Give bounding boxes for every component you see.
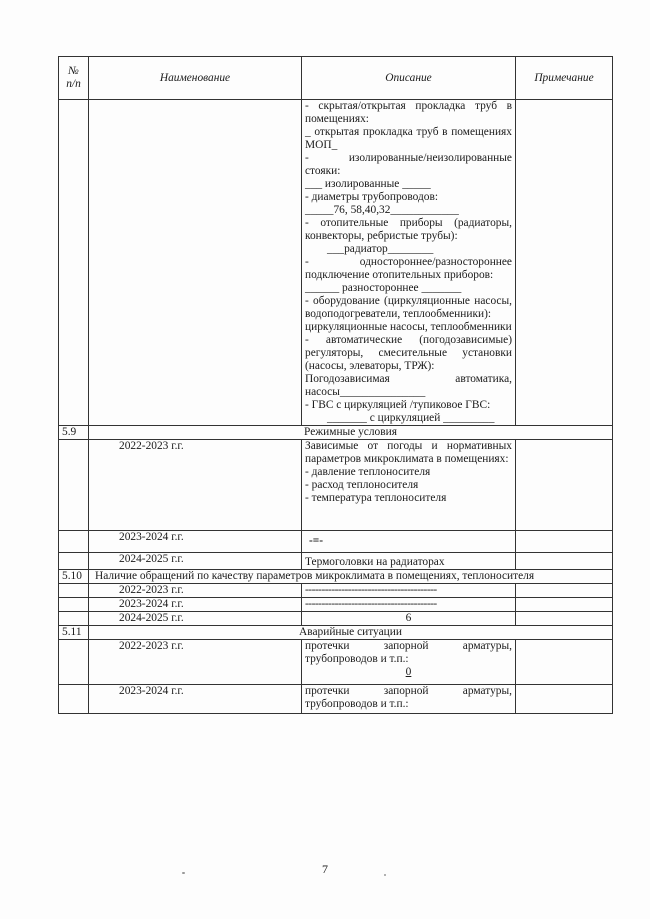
- description-line: ___ изолированные _____: [305, 178, 431, 190]
- section-number: 5.10: [59, 570, 89, 584]
- description-line: - ГВС с циркуляцией /тупиковое ГВС:: [305, 399, 491, 411]
- section-row-5-10: [59, 570, 613, 584]
- page-number: 7: [322, 862, 328, 876]
- period-label: 2024-2025 г.г.: [89, 612, 302, 626]
- header-description: Описание: [302, 57, 516, 100]
- section-number: 5.9: [59, 426, 89, 440]
- period-label: 2024-2025 г.г.: [89, 553, 302, 570]
- description-line: ______ разностороннее _______: [305, 282, 462, 294]
- table-row-continuation: [59, 100, 613, 426]
- description-line: - скрытая/открытая прокладка труб в помещениях:: [305, 100, 512, 125]
- section-title: Режимные условия: [89, 426, 613, 440]
- table-row: [59, 440, 613, 531]
- description-line: - диаметры трубопроводов:: [305, 191, 439, 203]
- period-label: 2022-2023 г.г.: [89, 584, 302, 598]
- emergency-description: протечки запорной арматуры, трубопроводов и т.п.:: [302, 685, 516, 714]
- section-title: Аварийные ситуации: [89, 626, 613, 640]
- description-line: - оборудование (циркуляционные насосы, водоподогреватели, теплообменники):: [305, 295, 512, 320]
- description-line: - автоматические (погодозависимые) регуляторы, смесительные установки (насосы, элеваторы, ТРЖ):: [305, 334, 512, 372]
- description-line: _____76, 58,40,32____________: [305, 204, 459, 216]
- period-label: 2022-2023 г.г.: [89, 440, 302, 531]
- section-row-5-9: [59, 426, 613, 440]
- table-row: [59, 584, 613, 598]
- section-number: 5.11: [59, 626, 89, 640]
- table-header-row: [59, 57, 613, 100]
- header-number: № п/п: [59, 57, 89, 100]
- appeals-value: ----------------------------------------: [302, 598, 516, 612]
- scan-speck: [182, 872, 185, 874]
- specification-table: [58, 56, 613, 714]
- section-row-5-11: [59, 626, 613, 640]
- description-line: _ открытая прокладка труб в помещениях МОП_: [305, 126, 512, 151]
- header-name: Наименование: [89, 57, 302, 100]
- regime-description: Термоголовки на радиаторах: [302, 553, 516, 570]
- description-line: _______ с циркуляцией _________: [327, 412, 495, 424]
- period-label: 2023-2024 г.г.: [89, 685, 302, 714]
- table-row: [59, 685, 613, 714]
- header-note: Примечание: [516, 57, 613, 100]
- description-line: - отопительные приборы (радиаторы, конвекторы, ребристые трубы):: [305, 217, 512, 242]
- description-line: Погодозависимая автоматика, насосы_______________: [305, 373, 512, 398]
- section-title: Наличие обращений по качеству параметров микроклимата в помещениях, теплоносителя: [89, 570, 613, 584]
- emergency-description: протечки запорной арматуры, трубопроводов и т.п.: 0: [302, 640, 516, 685]
- appeals-value: 6: [302, 612, 516, 626]
- scan-speck: [384, 874, 386, 876]
- period-label: 2023-2024 г.г.: [89, 531, 302, 553]
- description-line: циркуляционные насосы, теплообменники: [305, 321, 512, 333]
- description-line: ___радиатор________: [327, 243, 434, 255]
- table-row: [59, 531, 613, 553]
- regime-description: -=-: [302, 531, 516, 553]
- table-row: [59, 553, 613, 570]
- table-row: [59, 612, 613, 626]
- period-label: 2023-2024 г.г.: [89, 598, 302, 612]
- regime-description: Зависимые от погоды и нормативных параметров микроклимата в помещениях: - давление теплоносителя - расход теплоносителя - температура теплоносителя: [302, 440, 516, 531]
- table-row: [59, 640, 613, 685]
- description-line: - одностороннее/разностороннее подключение отопительных приборов:: [305, 256, 512, 281]
- appeals-value: ----------------------------------------: [302, 584, 516, 598]
- table-row: [59, 598, 613, 612]
- continuation-description: [302, 100, 516, 426]
- description-line: - изолированные/неизолированные стояки:: [305, 152, 512, 177]
- period-label: 2022-2023 г.г.: [89, 640, 302, 685]
